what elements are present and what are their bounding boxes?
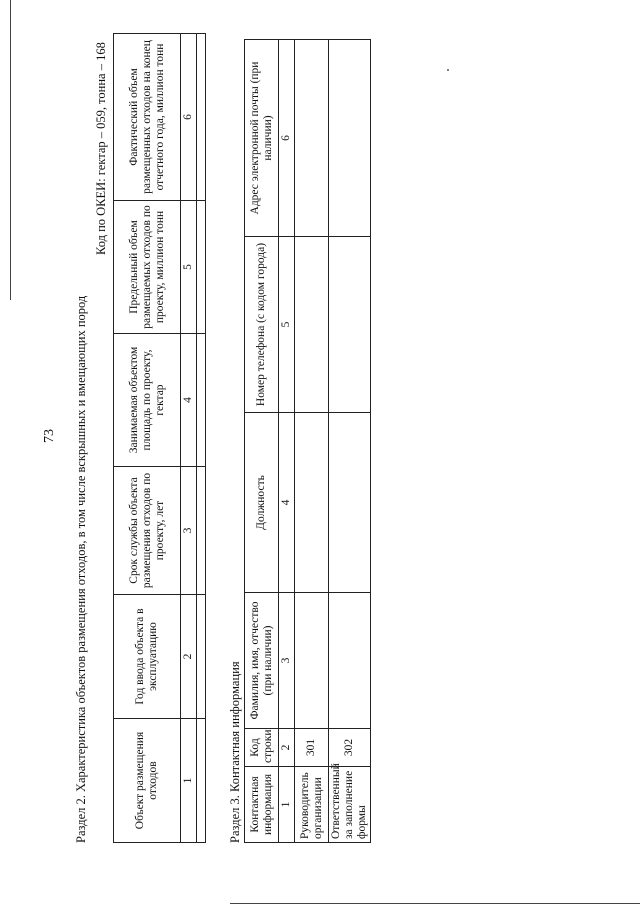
data-cell[interactable] <box>197 334 206 467</box>
header-cell: Должность <box>245 413 279 593</box>
data-cell[interactable] <box>295 593 329 729</box>
header-cell: Срок службы объекта размещения отходов по проекту, лет <box>114 467 181 595</box>
data-cell[interactable] <box>295 40 329 237</box>
data-cell[interactable] <box>295 237 329 413</box>
column-number-row <box>181 34 197 843</box>
header-cell: Фактический объем размещенных отходов на конец отчетного года, миллион тонн <box>114 34 181 201</box>
header-cell: Адрес электронной почты (при наличии) <box>245 40 279 237</box>
column-number: 3 <box>181 467 197 595</box>
data-cell[interactable] <box>197 201 206 334</box>
header-cell: Предельный объем размещаемых отходов по проекту, миллион тонн <box>114 201 181 334</box>
column-number: 3 <box>279 593 295 729</box>
column-number: 5 <box>181 201 197 334</box>
table-row <box>295 40 329 843</box>
scan-edge-line <box>10 0 11 300</box>
column-number: 4 <box>279 413 295 593</box>
table-row <box>197 34 206 843</box>
table-header-row <box>245 40 279 843</box>
header-cell: Код строки <box>245 729 279 767</box>
column-number-row <box>279 40 295 843</box>
column-number: 2 <box>181 595 197 719</box>
column-number: 6 <box>181 34 197 201</box>
header-cell: Год ввода объекта в эксплуатацию <box>114 595 181 719</box>
header-cell: Контактная информация <box>245 767 279 843</box>
table-header-row <box>114 34 181 843</box>
row-label: Руководитель организации <box>295 767 329 843</box>
table-row <box>329 40 371 843</box>
section2-table <box>113 33 206 843</box>
okei-code: Код по ОКЕИ: гектар – 059, тонна – 168 <box>94 42 108 255</box>
page-number: 73 <box>42 429 57 443</box>
scan-speck <box>447 69 449 71</box>
data-cell[interactable] <box>197 595 206 719</box>
data-cell[interactable] <box>329 237 371 413</box>
scan-edge-line <box>230 903 640 904</box>
data-cell[interactable] <box>329 413 371 593</box>
header-cell: Занимаемая объектом площадь по проекту, гектар <box>114 334 181 467</box>
data-cell[interactable] <box>197 467 206 595</box>
column-number: 4 <box>181 334 197 467</box>
column-number: 1 <box>181 719 197 843</box>
data-cell[interactable] <box>197 719 206 843</box>
header-cell: Фамилия, имя, отчество (при наличии) <box>245 593 279 729</box>
data-cell[interactable] <box>197 34 206 201</box>
header-cell: Объект размещения отходов <box>114 719 181 843</box>
section3-title: Раздел 3. Контактная информация <box>228 661 242 843</box>
column-number: 6 <box>279 40 295 237</box>
data-cell[interactable] <box>329 40 371 237</box>
section3-table <box>244 39 371 843</box>
header-cell: Номер телефона (с кодом города) <box>245 237 279 413</box>
data-cell[interactable] <box>295 413 329 593</box>
row-label: Ответственный за заполнение формы <box>329 767 371 843</box>
data-cell[interactable] <box>329 593 371 729</box>
row-code: 302 <box>329 729 371 767</box>
section2-title: Раздел 2. Характеристика объектов размещения отходов, в том числе вскрышных и вмещающих пород <box>74 295 88 843</box>
row-code: 301 <box>295 729 329 767</box>
column-number: 1 <box>279 767 295 843</box>
column-number: 5 <box>279 237 295 413</box>
column-number: 2 <box>279 729 295 767</box>
